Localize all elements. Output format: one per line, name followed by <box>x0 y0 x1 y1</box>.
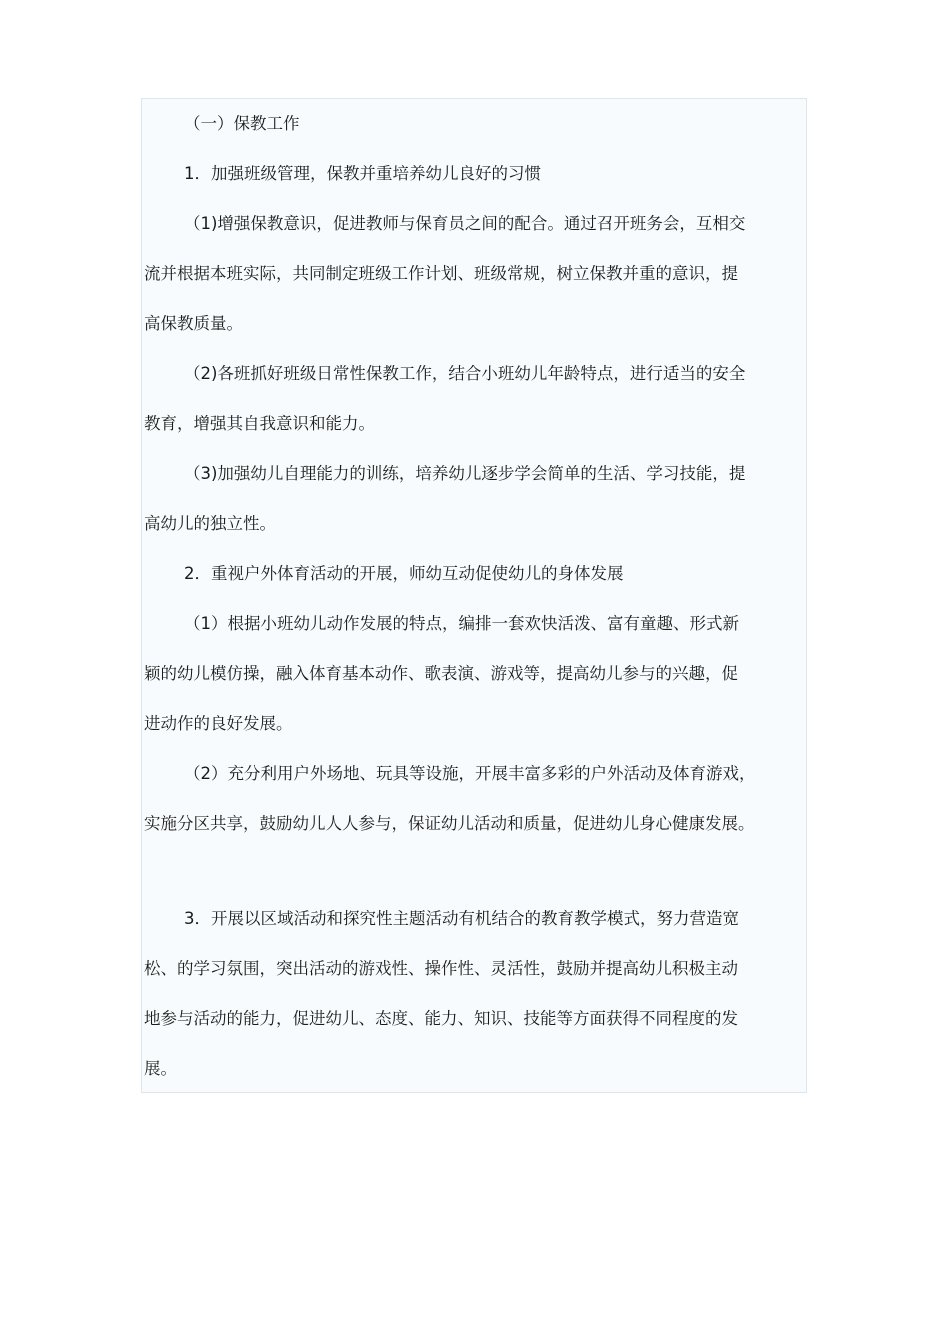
paragraph-line: （2）充分利用户外场地、玩具等设施，开展丰富多彩的户外活动及体育游戏， <box>184 764 756 783</box>
section-2-title <box>142 549 808 599</box>
paragraph-line: 流并根据本班实际，共同制定班级工作计划、班级常规，树立保教并重的意识，提 <box>144 264 738 283</box>
paragraph-line: 地参与活动的能力，促进幼儿、态度、能力、知识、技能等方面获得不同程度的发 <box>144 1009 738 1028</box>
document-content-box <box>141 98 807 1093</box>
section-heading <box>142 99 808 149</box>
paragraph-line: 3．开展以区域活动和探究性主题活动有机结合的教育教学模式，努力营造宽 <box>184 909 739 928</box>
section-1-title-line: 1．加强班级管理，保教并重培养幼儿良好的习惯 <box>184 164 541 183</box>
paragraph-line: （3)加强幼儿自理能力的训练，培养幼儿逐步学会简单的生活、学习技能，提 <box>184 464 746 483</box>
section-3 <box>142 894 808 1094</box>
paragraph-line: 教育，增强其自我意识和能力。 <box>144 414 375 433</box>
paragraph-line: 实施分区共享，鼓励幼儿人人参与，保证幼儿活动和质量，促进幼儿身心健康发展。 <box>144 814 755 833</box>
section-1-item-1 <box>142 199 808 349</box>
paragraph-line: 颖的幼儿模仿操，融入体育基本动作、歌表演、游戏等，提高幼儿参与的兴趣，促 <box>144 664 738 683</box>
section-1-item-3 <box>142 449 808 549</box>
paragraph-line: 高幼儿的独立性。 <box>144 514 276 533</box>
paragraph-line: 进动作的良好发展。 <box>144 714 293 733</box>
paragraph-line: 松、的学习氛围，突出活动的游戏性、操作性、灵活性，鼓励并提高幼儿积极主动 <box>144 959 738 978</box>
section-1-title <box>142 149 808 199</box>
heading-line: （一）保教工作 <box>184 114 300 133</box>
paragraph-line: （1）根据小班幼儿动作发展的特点，编排一套欢快活泼、富有童趣、形式新 <box>184 614 739 633</box>
section-1-item-2 <box>142 349 808 449</box>
section-2-title-line: 2．重视户外体育活动的开展，师幼互动促使幼儿的身体发展 <box>184 564 624 583</box>
section-2-item-2 <box>142 749 808 849</box>
paragraph-line: （2)各班抓好班级日常性保教工作，结合小班幼儿年龄特点，进行适当的安全 <box>184 364 746 383</box>
paragraph-line: （1)增强保教意识，促进教师与保育员之间的配合。通过召开班务会，互相交 <box>184 214 746 233</box>
paragraph-line: 展。 <box>144 1059 177 1078</box>
paragraph-line: 高保教质量。 <box>144 314 243 333</box>
section-2-item-1 <box>142 599 808 749</box>
